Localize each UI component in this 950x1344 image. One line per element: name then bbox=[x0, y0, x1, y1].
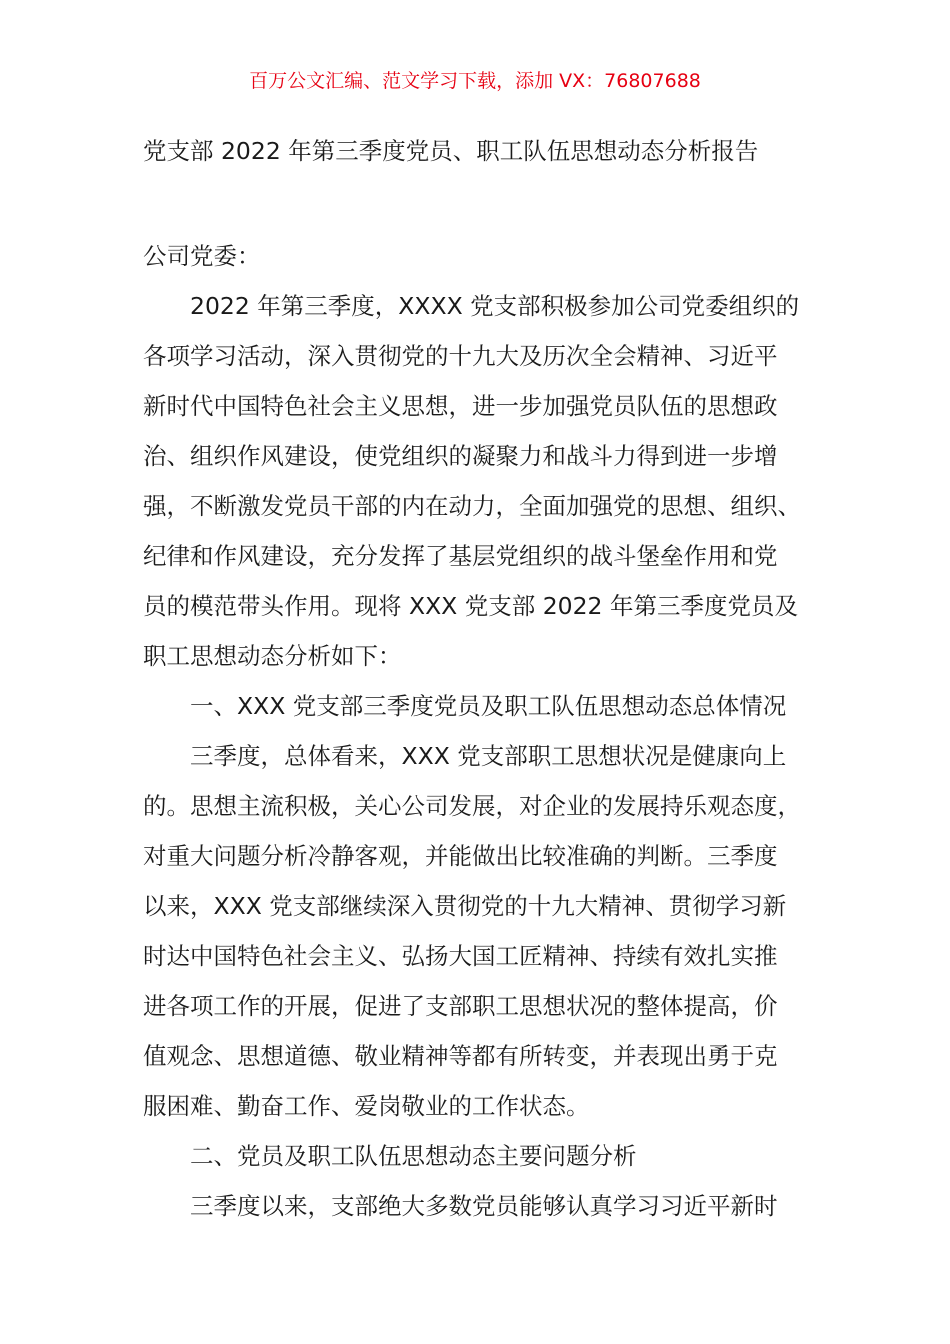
paragraph-line: 新时代中国特色社会主义思想，进一步加强党员队伍的思想政 bbox=[143, 392, 778, 420]
paragraph-line: 纪律和作风建设，充分发挥了基层党组织的战斗堡垒作用和党 bbox=[143, 542, 778, 570]
document-body bbox=[143, 231, 823, 1231]
paragraph-line: 服困难、勤奋工作、爱岗敬业的工作状态。 bbox=[143, 1092, 590, 1120]
paragraph-line: 三季度，总体看来，XXX 党支部职工思想状况是健康向上 bbox=[190, 742, 787, 770]
paragraph-line: 对重大问题分析冷静客观，并能做出比较准确的判断。三季度 bbox=[143, 842, 778, 870]
paragraph-line: 治、组织作风建设，使党组织的凝聚力和战斗力得到进一步增 bbox=[143, 442, 778, 470]
salutation-line: 公司党委： bbox=[143, 242, 261, 270]
paragraph-line: 进各项工作的开展，促进了支部职工思想状况的整体提高，价 bbox=[143, 992, 778, 1020]
paragraph-line: 时达中国特色社会主义、弘扬大国工匠精神、持续有效扎实推 bbox=[143, 942, 778, 970]
paragraph-line: 2022 年第三季度，XXXX 党支部积极参加公司党委组织的 bbox=[190, 292, 800, 320]
document-title: 党支部 2022 年第三季度党员、职工队伍思想动态分析报告 bbox=[143, 137, 759, 165]
paragraph-line: 职工思想动态分析如下： bbox=[143, 642, 402, 670]
section-heading-2: 二、党员及职工队伍思想动态主要问题分析 bbox=[190, 1142, 637, 1170]
paragraph-line: 以来，XXX 党支部继续深入贯彻党的十九大精神、贯彻学习新 bbox=[143, 892, 787, 920]
paragraph-line: 各项学习活动，深入贯彻党的十九大及历次全会精神、习近平 bbox=[143, 342, 778, 370]
section-heading-1: 一、XXX 党支部三季度党员及职工队伍思想动态总体情况 bbox=[190, 692, 787, 720]
watermark-header: 百万公文汇编、范文学习下载，添加 VX：76807688 bbox=[249, 70, 701, 92]
paragraph-line: 强，不断激发党员干部的内在动力，全面加强党的思想、组织、 bbox=[143, 492, 801, 520]
paragraph-line: 三季度以来，支部绝大多数党员能够认真学习习近平新时 bbox=[190, 1192, 778, 1220]
paragraph-line: 的。思想主流积极，关心公司发展，对企业的发展持乐观态度， bbox=[143, 792, 801, 820]
paragraph-line: 值观念、思想道德、敬业精神等都有所转变，并表现出勇于克 bbox=[143, 1042, 778, 1070]
paragraph-line: 员的模范带头作用。现将 XXX 党支部 2022 年第三季度党员及 bbox=[143, 592, 798, 620]
